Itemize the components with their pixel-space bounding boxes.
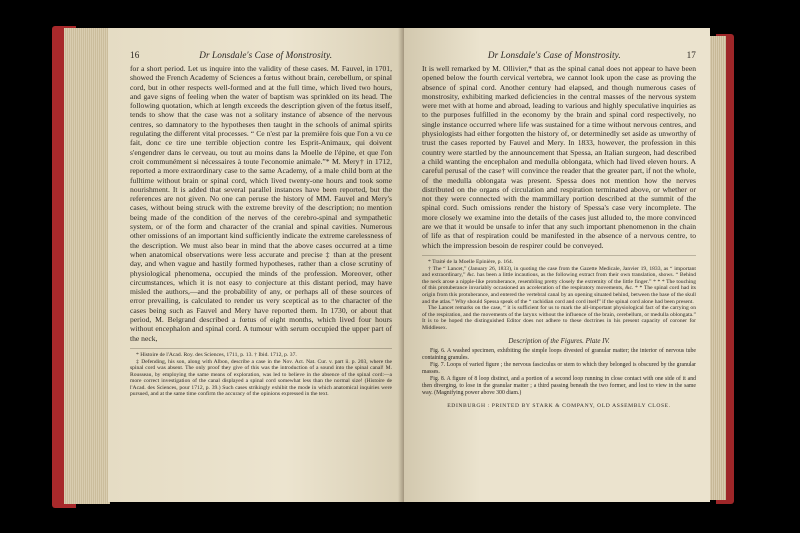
footnote: The Lancet remarks on the case, “ it is sufficient for us to mark the all-important physiological fact of the carrying on of the respiration, and the movements of the larynx without the influence of the brain, cerebellum, or medulla oblongata.” It is to be hoped the distinguished Editor does not adhere to these doctrines in his present capacity of coroner for Middlesex. xyxy=(422,305,696,331)
page-number-right: 17 xyxy=(686,50,696,60)
figure-description: Fig. 6. A washed specimen, exhibiting the simple loops divested of granular matter; the interior of nervous tube containing granules. xyxy=(422,348,696,362)
printer-imprint: EDINBURGH : PRINTED BY STARK & COMPANY, OLD ASSEMBLY CLOSE. xyxy=(447,402,671,409)
running-title-right: Dr Lonsdale's Case of Monstrosity. xyxy=(487,50,621,60)
page-number-left: 16 xyxy=(130,50,140,60)
footnote: ‡ Defending, his son, along with Albon, describe a case in the Nov. Act. Nat. Cur. v. part ii. p. 203, where the spinal cord was absent. The only proof they give of this was the introduction of a sound into the spinal canal! M. Rousseau, by employing the same means of exploration, was led to believe in the absence of the spinal cord:—a more correct investigation of the canal displayed a spinal cord somewhat less than the normal size! (Histoire de l'Acad. des Sciences, pour 1712, p. 39.) Such cases strikingly exhibit the mode in which anatomical inquiries were pursued, and at the same time confirm the accuracy of the opinions expressed in the text. xyxy=(130,358,392,398)
footnote: † The “ Lancet,” (January 26, 1833), in quoting the case from the Gazette Medicale, Janvier 19, 1833, as “ important and extraordinary,” &c. has been a little incautious, as the following extract from their own translation, shows. “ Behind the neck arose a nipple-like protuberance, resembling pretty closely the extremity of the little finger.” * * * The touching of this protuberance invariably occasioned an acceleration of the respiratory movements, &c. * * The spinal cord had its origin from this protuberance, and entered the vertebral canal by an opening situated behind, between the base of the skull and the atlas.” Why should Spessa speak of the “ rachidian cord and cord itself” if the spinal cord alone had been present. xyxy=(422,265,696,305)
open-book xyxy=(52,20,734,512)
running-head-right xyxy=(422,50,696,60)
running-title-left: Dr Lonsdale's Case of Monstrosity. xyxy=(199,50,333,60)
body-text-left: for a short period. Let us inquire into the validity of these cases. M. Fauvel, in 1701, showed the French Academy of Sciences a fœtus without brain, cerebellum, or spinal cord, but in other respects well-formed and at the full time, which lived two hours, and gave signs of feeling when the water of baptism was sprinkled on its head. The following quotation, which at length exceeds the description given of the fœtus itself, tends to show that the case was not a solitary instance of absence of the nervous centres, so damnatory to the hypotheses then taught in the schools of animal spirits regulating the different vital processes. “ Ce n'est par la première fois que l'on a vu ce fait, donc ce tire une terrible objection contre les Esprit-Animaux, qui doivent s'engendrer dans le cerveau, ou tout au moins dans la Moelle de l'épine, et que l'on croit communément si nécessaires à toute l'economie animale.”* M. Mery† in 1712, reported a more extraordinary case to the same Academy, of a male child born at the fulltime without brain or spinal cord, which lived twenty-one hours and took some nourishment. It is added that several parallel instances have been reported, but the references are not given. No one can peruse the history of MM. Fauvel and Mery's cases, without being struck with the extreme brevity of the description; no mention being made of the condition of the nerves of the cerebro-spinal and sympathetic system, or of the form and character of the cranial and spinal cavities. Numerous other omissions of an important kind sufficiently indicate the extreme carelessness of the description. We must also bear in mind that the above cases occurred at a time when anatomical observations were less accurate and precise ‡ than at the present day, and when vague and hastily formed hypotheses, rather than a close scrutiny of physiological phenomena, occupied the minds of the profession. Moreover, other circumstances, which it is not easy to conjecture at this distant period, may have misled the authors,—and the probability of any, or perhaps all of these sources of error prevailing, is calculated to render us very sceptical as to the character of the cases being such as Fauvel and Mery have reported them. In 1730, or about that period, M. Belgrand described a fœtus of eight months, which lived four hours without encephalon and spinal cord. A tumour with serum occupied the upper part of the neck, xyxy=(130,64,392,343)
right-page xyxy=(404,28,710,502)
left-page xyxy=(108,28,404,502)
running-head-left xyxy=(130,50,392,60)
footnotes-right xyxy=(422,255,696,332)
figures-description-heading: Description of the Figures. Plate IV. xyxy=(508,337,610,346)
figures-description xyxy=(422,348,696,396)
figure-description: Fig. 7. Loops of varied figure ; the nervous fasciculus or stem to which they belonged is obscured by the granular masses. xyxy=(422,362,696,376)
footnote: * Traité de la Moelle Epinière, p. 164. xyxy=(428,258,514,265)
figure-description: Fig. 8. A figure of 8 loop distinct, and a portion of a second loop running in close contact with one side of it and then diverging, to lose in the granular matter ; a third passing beneath the two former, and lost to view in the same way. (Magnifying power above 300 diam.) xyxy=(422,376,696,396)
footnotes-left xyxy=(130,348,392,398)
page-edges-left xyxy=(64,28,110,504)
footnote: * Histoire de l'Acad. Roy. des Sciences, 1711, p. 13. † Ibid. 1712, p. 37. xyxy=(136,351,297,358)
body-text-right: It is well remarked by M. Ollivier,* that as the spinal canal does not appear to have been opened below the fourth cervical vertebra, we cannot look upon the case as proving the absence of spinal cord. Another century had elapsed, and though numerous cases of monstrosity, exhibiting marked deficiencies in the central masses of the nervous system were met with at home and abroad, leading to various and highly speculative inquiries as to the purposes fulfilled in the economy by the brain and spinal cord respectively, no single instance occurred where life was sustained for a time without nervous centres, and physiologists had either forgotten the history of, or determinedly set aside as unworthy of trust the cases reported by Fauvel and Mery. In 1833, however, the profession in this country were startled by the announcement that Spessa, an Italian surgeon, had described a child wanting the encephalon and medulla oblongata, which had lived eleven hours. A careful perusal of the case† will convince the reader that the greater part, if not the whole, of the medulla oblongata was present. Spessa does not mention how the nerves distributed on the organs of circulation and respiration terminated above, or whether or not they were connected with the mammillary portion described at the summit of the spinal cord. Such omissions render the history of Spessa's case very incomplete. The more closely we examine into the details of the cases just alluded to, the more convinced are we that it would be unsafe to infer that any such important phenomenon in the chain of life as that of respiration could be manifested in the absence of a nervous centre, to which the impression besoin de respirer could be conveyed. xyxy=(422,64,696,250)
